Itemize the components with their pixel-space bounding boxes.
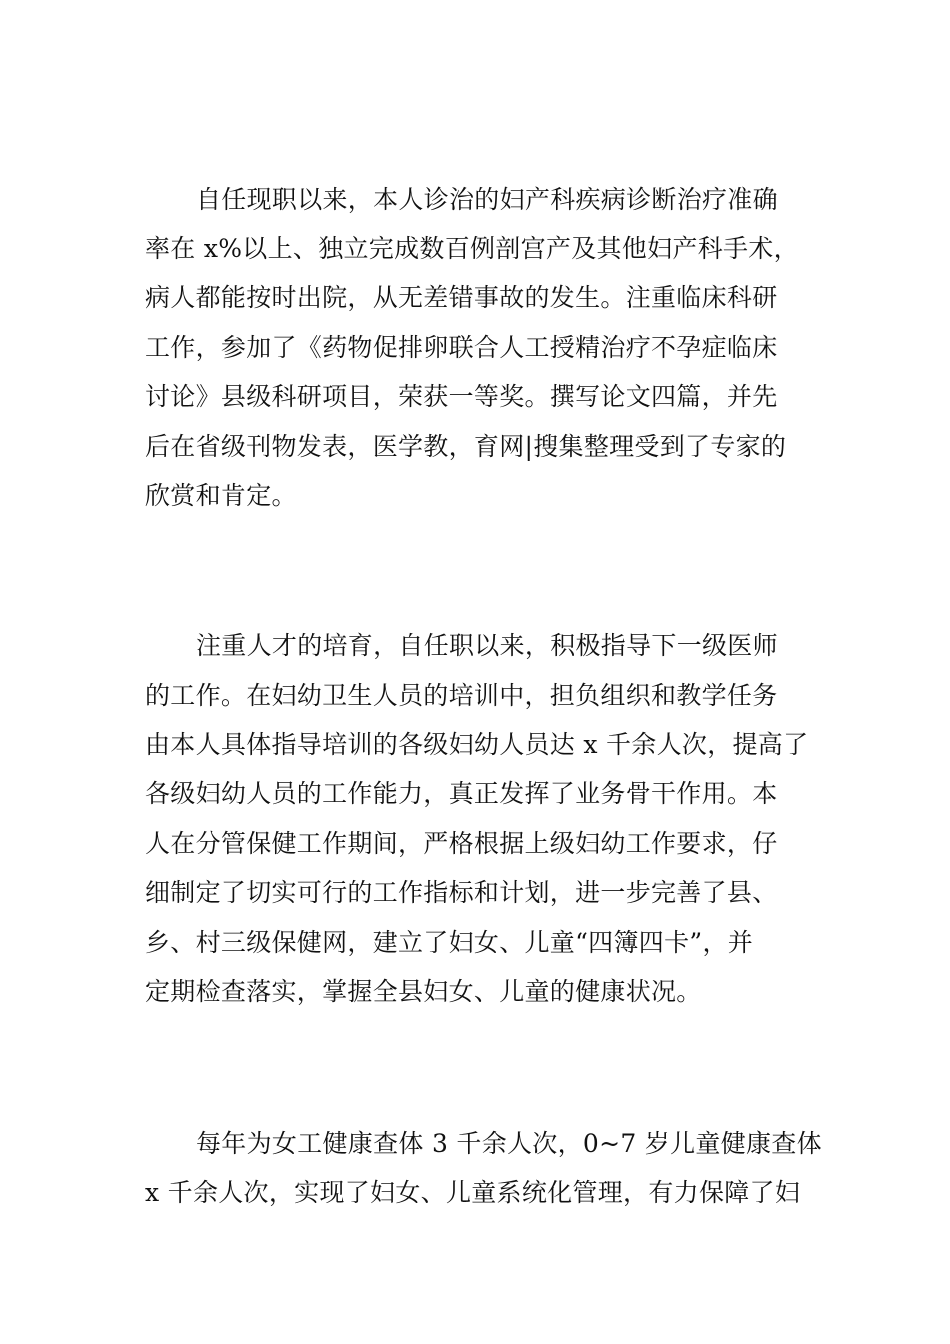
text-line: 讨论》县级科研项目，荣获一等奖。撰写论文四篇，并先 — [145, 382, 778, 411]
text-line: 注重人才的培育，自任职以来，积极指导下一级医师 — [196, 631, 778, 660]
text-line: 病人都能按时出院，从无差错事故的发生。注重临床科研 — [145, 283, 778, 312]
text-line: 率在 x%以上、独立完成数百例剖宫产及其他妇产科手术， — [145, 234, 799, 263]
text-line: 由本人具体指导培训的各级妇幼人员达 x 千余人次，提高了 — [145, 730, 809, 759]
text-line: 欣赏和肯定。 — [145, 481, 297, 510]
text-line: 定期检查落实，掌握全县妇女、儿童的健康状况。 — [145, 977, 702, 1006]
text-line: 细制定了切实可行的工作指标和计划，进一步完善了县、 — [145, 878, 778, 907]
text-line: 的工作。在妇幼卫生人员的培训中，担负组织和教学任务 — [145, 681, 778, 710]
text-line: 每年为女工健康查体 3 千余人次，0~7 岁儿童健康查体 — [196, 1129, 822, 1158]
text-line: 工作，参加了《药物促排卵联合人工授精治疗不孕症临床 — [145, 333, 778, 362]
text-line: 人在分管保健工作期间，严格根据上级妇幼工作要求，仔 — [145, 829, 778, 858]
text-line: 各级妇幼人员的工作能力，真正发挥了业务骨干作用。本 — [145, 779, 778, 808]
text-line: x 千余人次，实现了妇女、儿童系统化管理，有力保障了妇 — [145, 1178, 801, 1207]
text-line: 乡、村三级保健网，建立了妇女、儿童“四簿四卡”，并 — [145, 928, 754, 957]
text-line: 自任现职以来，本人诊治的妇产科疾病诊断治疗准确 — [196, 185, 778, 214]
text-line: 后在省级刊物发表，医学教，育网|搜集整理受到了专家的 — [145, 432, 787, 461]
